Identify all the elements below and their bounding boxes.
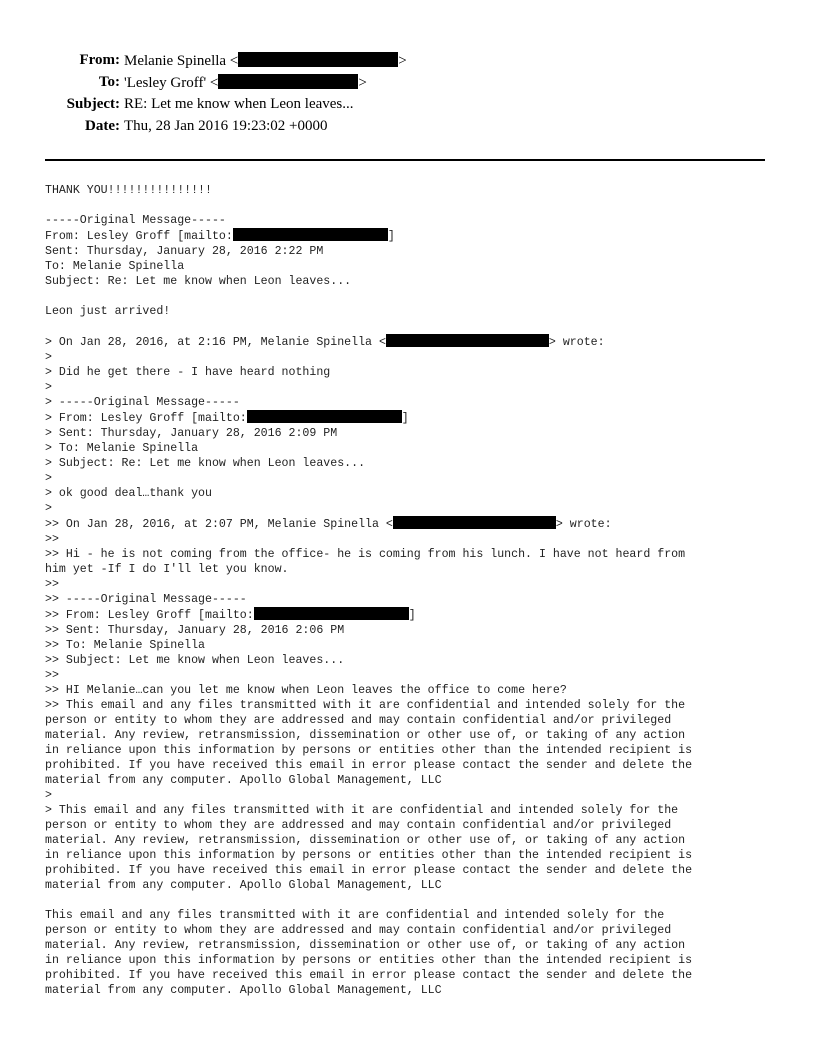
body-line: > ok good deal…thank you [45, 487, 212, 500]
body-line: person or entity to whom they are addressed and may contain confidential and/or privileged [45, 714, 672, 727]
from-label: From: [79, 52, 120, 68]
body-line: material. Any review, retransmission, dissemination or other use of, or taking of any action [45, 729, 686, 742]
from-name: Melanie Spinella < [124, 53, 239, 69]
body-line: > On Jan 28, 2016, at 2:16 PM, Melanie Spinella < [45, 336, 386, 349]
redaction-box [218, 74, 358, 89]
body-line: > [45, 472, 52, 485]
body-line: >> Subject: Let me know when Leon leaves... [45, 654, 345, 667]
body-line: > This email and any files transmitted with it are confidential and intended solely for the [45, 804, 679, 817]
redaction-box [393, 516, 556, 529]
body-line: in reliance upon this information by persons or entities other than the intended recipient is [45, 849, 693, 862]
body-line: in reliance upon this information by persons or entities other than the intended recipient is [45, 954, 693, 967]
body-line: -----Original Message----- [45, 214, 226, 227]
header-divider [45, 159, 765, 161]
to-label: To: [98, 74, 120, 90]
body-line: material from any computer. Apollo Global Management, LLC [45, 879, 442, 892]
body-line: material. Any review, retransmission, dissemination or other use of, or taking of any action [45, 939, 686, 952]
body-line: Sent: Thursday, January 28, 2016 2:22 PM [45, 245, 324, 258]
body-line: > Sent: Thursday, January 28, 2016 2:09 PM [45, 427, 338, 440]
body-line: To: Melanie Spinella [45, 260, 185, 273]
body-line: Subject: Re: Let me know when Leon leaves... [45, 275, 352, 288]
body-line: > [45, 502, 52, 515]
body-line: prohibited. If you have received this email in error please contact the sender and delete the [45, 864, 693, 877]
body-line: >> From: Lesley Groff [mailto: [45, 609, 254, 622]
body-line: >> Sent: Thursday, January 28, 2016 2:06 PM [45, 624, 345, 637]
body-line: >> On Jan 28, 2016, at 2:07 PM, Melanie Spinella < [45, 518, 393, 531]
to-value [124, 74, 367, 92]
body-line: > [45, 351, 52, 364]
body-line: him yet -If I do I'll let you know. [45, 563, 289, 576]
body-line: >> [45, 533, 59, 546]
body-line: > Subject: Re: Let me know when Leon leaves... [45, 457, 366, 470]
from-close: > [398, 53, 407, 69]
date-row [0, 118, 816, 140]
body-line: >> [45, 669, 59, 682]
body-line: material from any computer. Apollo Global Management, LLC [45, 984, 442, 997]
redaction-box [254, 607, 409, 620]
body-line: > wrote: [548, 336, 605, 349]
to-name: 'Lesley Groff' < [124, 75, 219, 91]
date-label: Date: [85, 118, 120, 134]
body-line: From: Lesley Groff [mailto: [45, 230, 233, 243]
from-row [0, 52, 816, 74]
subject-label: Subject: [66, 96, 120, 112]
redaction-box [233, 228, 388, 241]
body-line: > [45, 789, 52, 802]
body-line: ] [387, 230, 395, 243]
from-value [124, 52, 407, 70]
body-line: >> [45, 578, 59, 591]
body-line: material. Any review, retransmission, dissemination or other use of, or taking of any action [45, 834, 686, 847]
body-line: > -----Original Message----- [45, 396, 240, 409]
body-line: material from any computer. Apollo Global Management, LLC [45, 774, 442, 787]
body-line: > From: Lesley Groff [mailto: [45, 412, 247, 425]
body-line: This email and any files transmitted with it are confidential and intended solely for the [45, 909, 665, 922]
body-line: >> Hi - he is not coming from the office- he is coming from his lunch. I have not heard from [45, 548, 686, 561]
date-value: Thu, 28 Jan 2016 19:23:02 +0000 [124, 118, 328, 134]
body-line: >> This email and any files transmitted with it are confidential and intended solely for the [45, 699, 686, 712]
body-line: ] [408, 609, 416, 622]
body-line: > To: Melanie Spinella [45, 442, 199, 455]
body-line: prohibited. If you have received this email in error please contact the sender and delete the [45, 759, 693, 772]
body-line: > Did he get there - I have heard nothing [45, 366, 331, 379]
subject-value: RE: Let me know when Leon leaves... [124, 96, 354, 112]
to-close: > [358, 75, 367, 91]
body-line: THANK YOU!!!!!!!!!!!!!!! [45, 184, 212, 197]
body-line: Leon just arrived! [45, 305, 171, 318]
redaction-box [238, 52, 398, 67]
body-line: in reliance upon this information by persons or entities other than the intended recipient is [45, 744, 693, 757]
body-line: > [45, 381, 52, 394]
to-row [0, 74, 816, 96]
body-line: prohibited. If you have received this email in error please contact the sender and delete the [45, 969, 693, 982]
email-body [45, 183, 785, 998]
subject-row [0, 96, 816, 118]
email-header [0, 52, 816, 140]
body-line: > wrote: [555, 518, 612, 531]
body-line: >> HI Melanie…can you let me know when Leon leaves the office to come here? [45, 684, 567, 697]
redaction-box [386, 334, 549, 347]
body-line: person or entity to whom they are addressed and may contain confidential and/or privileged [45, 924, 672, 937]
body-line: person or entity to whom they are addressed and may contain confidential and/or privileged [45, 819, 672, 832]
redaction-box [247, 410, 402, 423]
body-line: >> To: Melanie Spinella [45, 639, 206, 652]
body-line: >> -----Original Message----- [45, 593, 247, 606]
body-line: ] [401, 412, 409, 425]
